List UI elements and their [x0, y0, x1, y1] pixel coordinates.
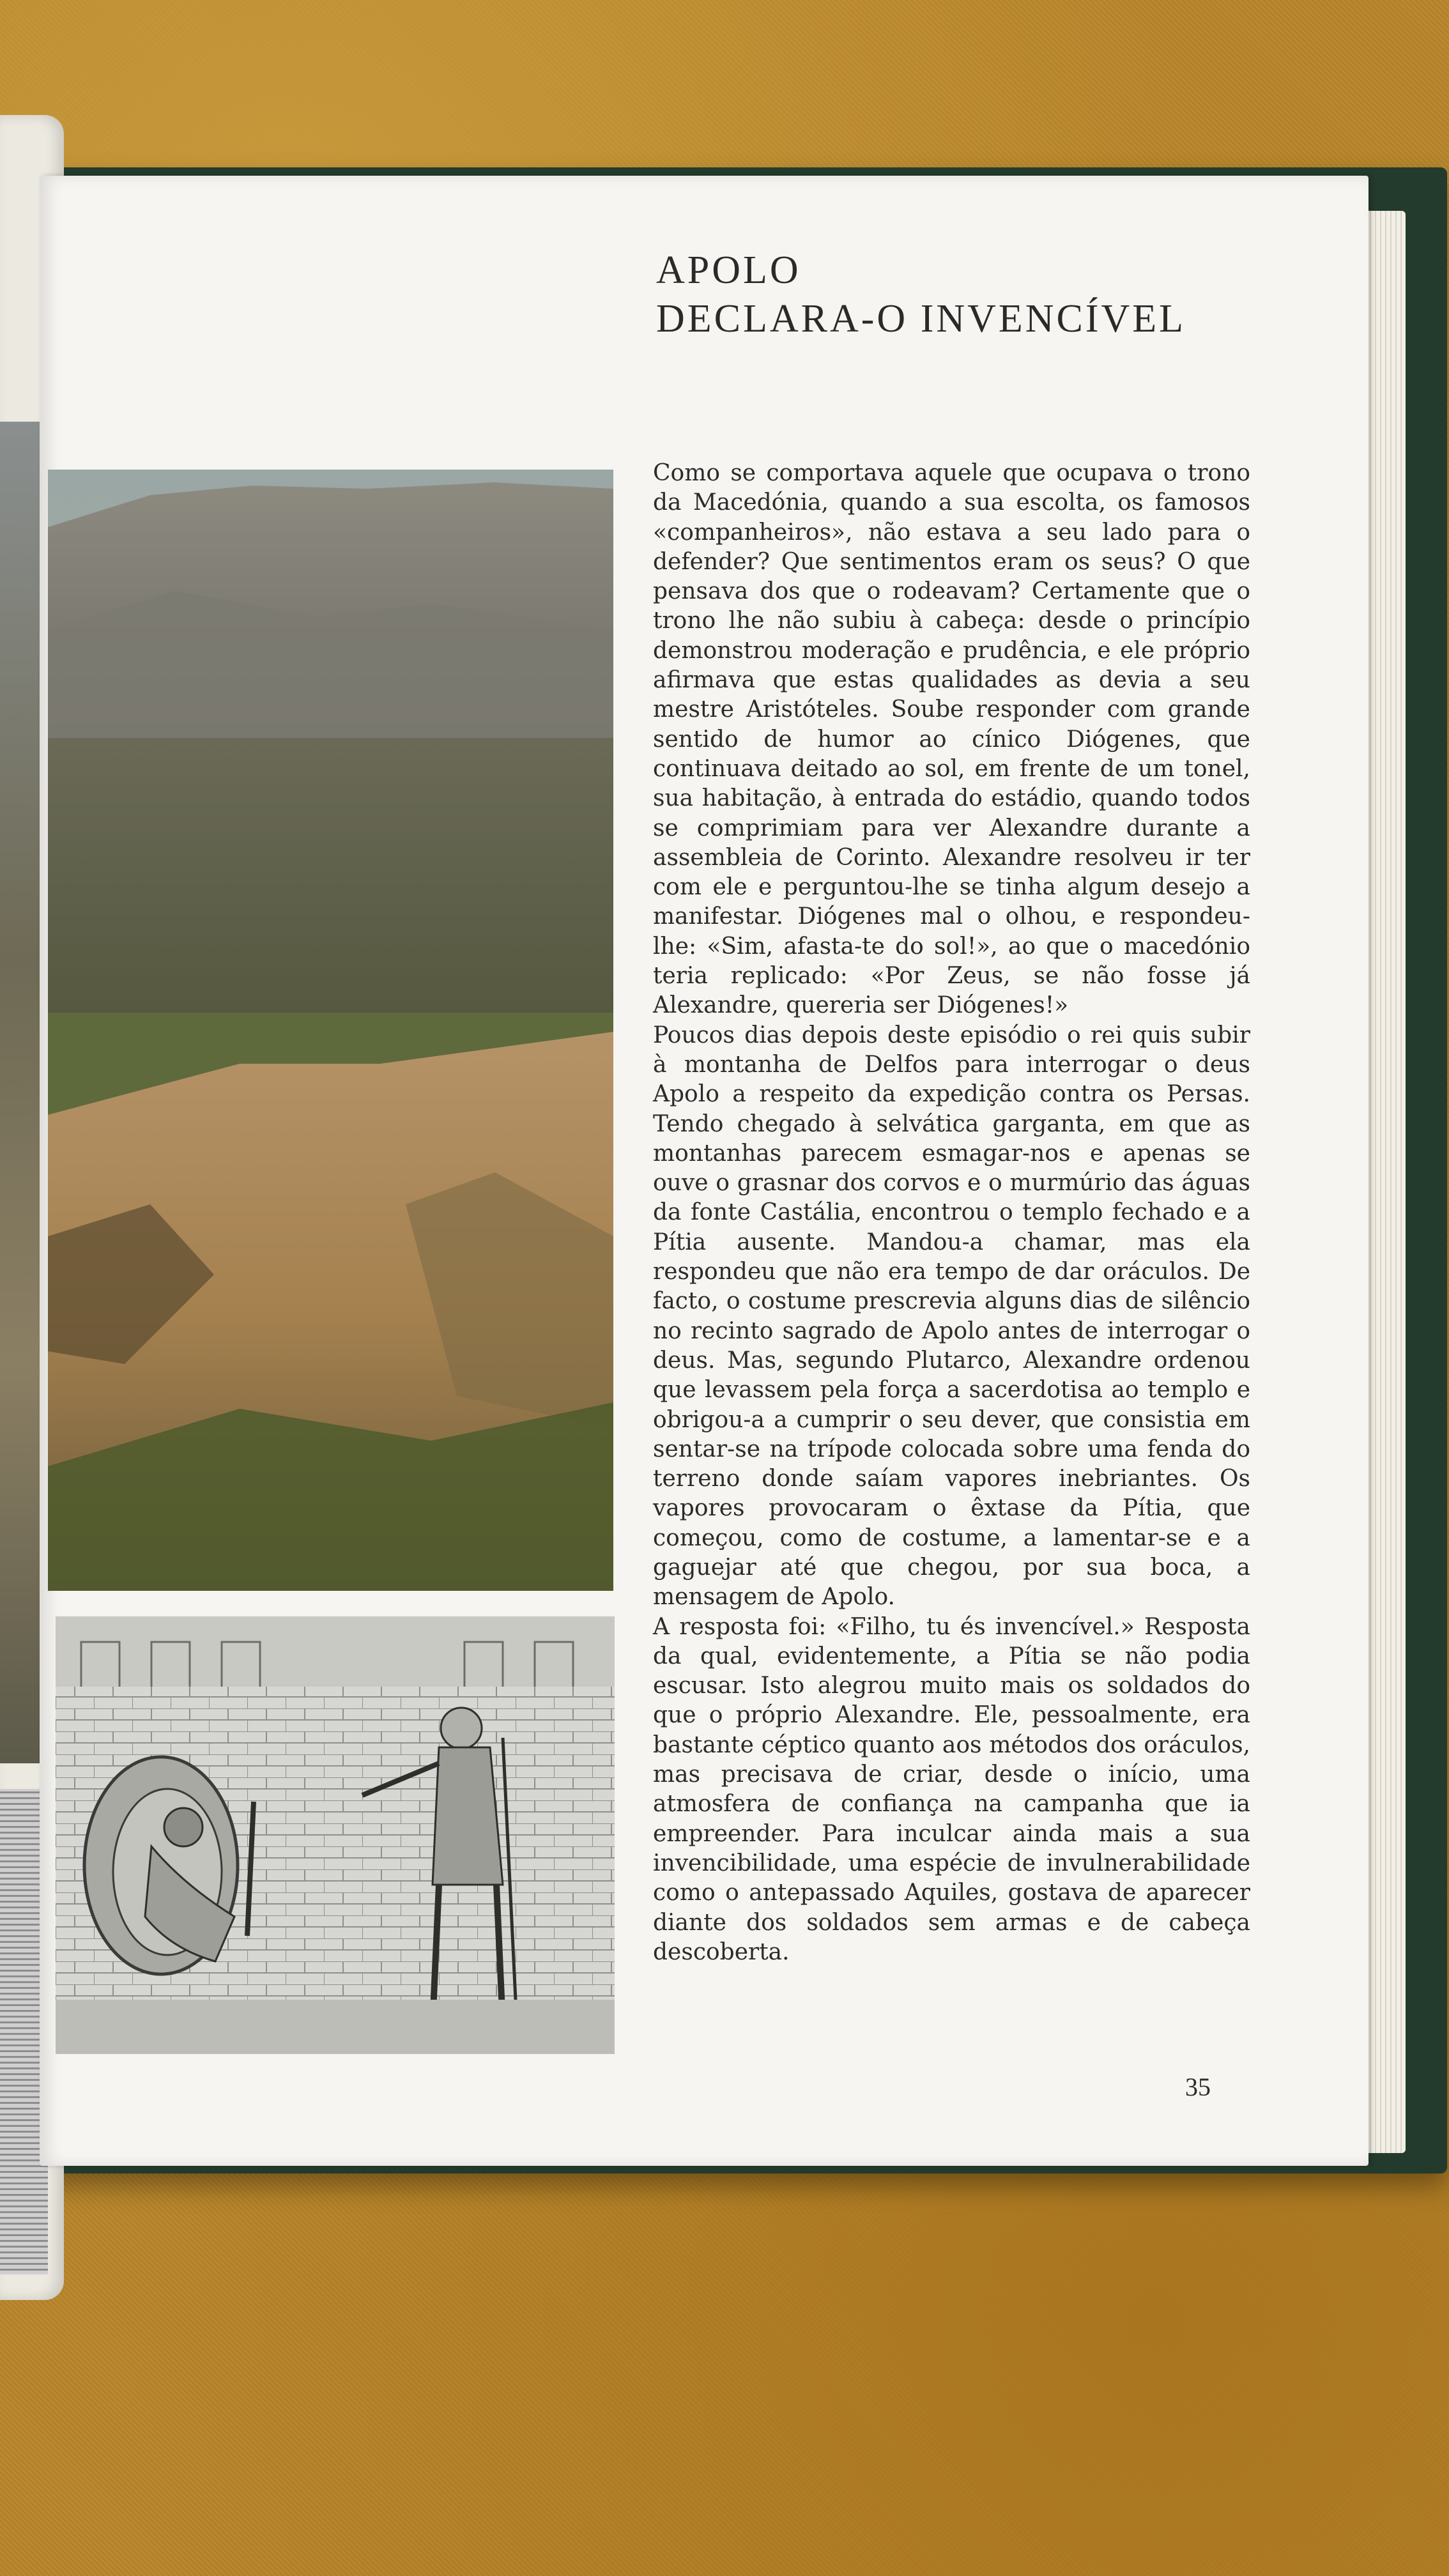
delphi-landscape-photo	[48, 470, 613, 1591]
paragraph: Poucos dias depois deste episódio o rei quis subir à montanha de Delfos para interrogar o deus Apolo a respeito da expedição contra os Persas. Tendo chegado à selvática garganta, em que as montanhas parecem esmagar-nos e apenas se ouve o grasnar dos corvos e o murmúrio das águas da fonte Castália, encontrou o templo fechado e a Pítia ausente. Mandou-a chamar, mas ela respondeu que não era tempo de dar oráculos. De facto, o costume prescrevia alguns dias de silêncio no recinto sagrado de Apolo antes de interrogar o deus. Mas, segundo Plutarco, Alexandre ordenou que levassem pela força a sacerdotisa ao templo e obrigou-a a cumprir o seu dever, que consistia em sentar-se na trípode colocada sobre uma fenda do terreno donde saíam vapores inebriantes. Os vapores provocaram o êxtase da Pítia, que começou, como de costume, a lamentar-se e a gaguejar até que chegou, por sua boca, a mensagem de Apolo.	[653, 1022, 1250, 1611]
paragraph: Como se comportava aquele que ocupava o trono da Macedónia, quando a sua escolta, os famosos «companheiros», não estava a seu lado para o defender? Que sentimentos eram os seus? O que pensava dos que o rodeavam? Certamente que o trono lhe não subiu à cabeça: desde o princípio demonstrou moderação e prudência, e ele próprio afirmava que estas qualidades as devia a seu mestre Aristóteles. Soube responder com grande sentido de humor ao cínico Diógenes, que continuava deitado ao sol, em frente de um tonel, sua habitação, à entrada do estádio, quando todos se comprimiam para ver Alexandre durante a assembleia de Corinto. Alexandre resolveu ir ter com ele e perguntou-lhe se tinha algum desejo a manifestar. Diógenes mal o olhou, e respondeu-lhe: «Sim, afasta-te do sol!», ao que o macedónio teria replicado: «Por Zeus, se não fosse já Alexandre, quereria ser Diógenes!»	[653, 460, 1250, 1019]
title-line-1: APOLO	[656, 249, 801, 292]
title-line-2: DECLARA-O INVENCÍVEL	[656, 297, 1186, 341]
article-body	[653, 459, 1250, 1967]
page-number: 35	[1185, 2073, 1211, 2101]
diogenes-alexander-engraving	[56, 1616, 615, 2054]
paragraph: A resposta foi: «Filho, tu és invencível.» Resposta da qual, evidentemente, a Pítia se não podia escusar. Isto alegrou muito mais os soldados do que o próprio Alexandre. Ele, pessoalmente, era bastante céptico quanto aos métodos dos oráculos, mas precisava de criar, desde o início, uma atmosfera de confiança na campanha que ia empreender. Para inculcar ainda mais a sua invencibilidade, uma espécie de invulnerabilidade como o antepassado Aquiles, gostava de aparecer diante dos soldados sem armas e de cabeça descoberta.	[653, 1613, 1250, 1965]
page-title	[656, 246, 1186, 343]
